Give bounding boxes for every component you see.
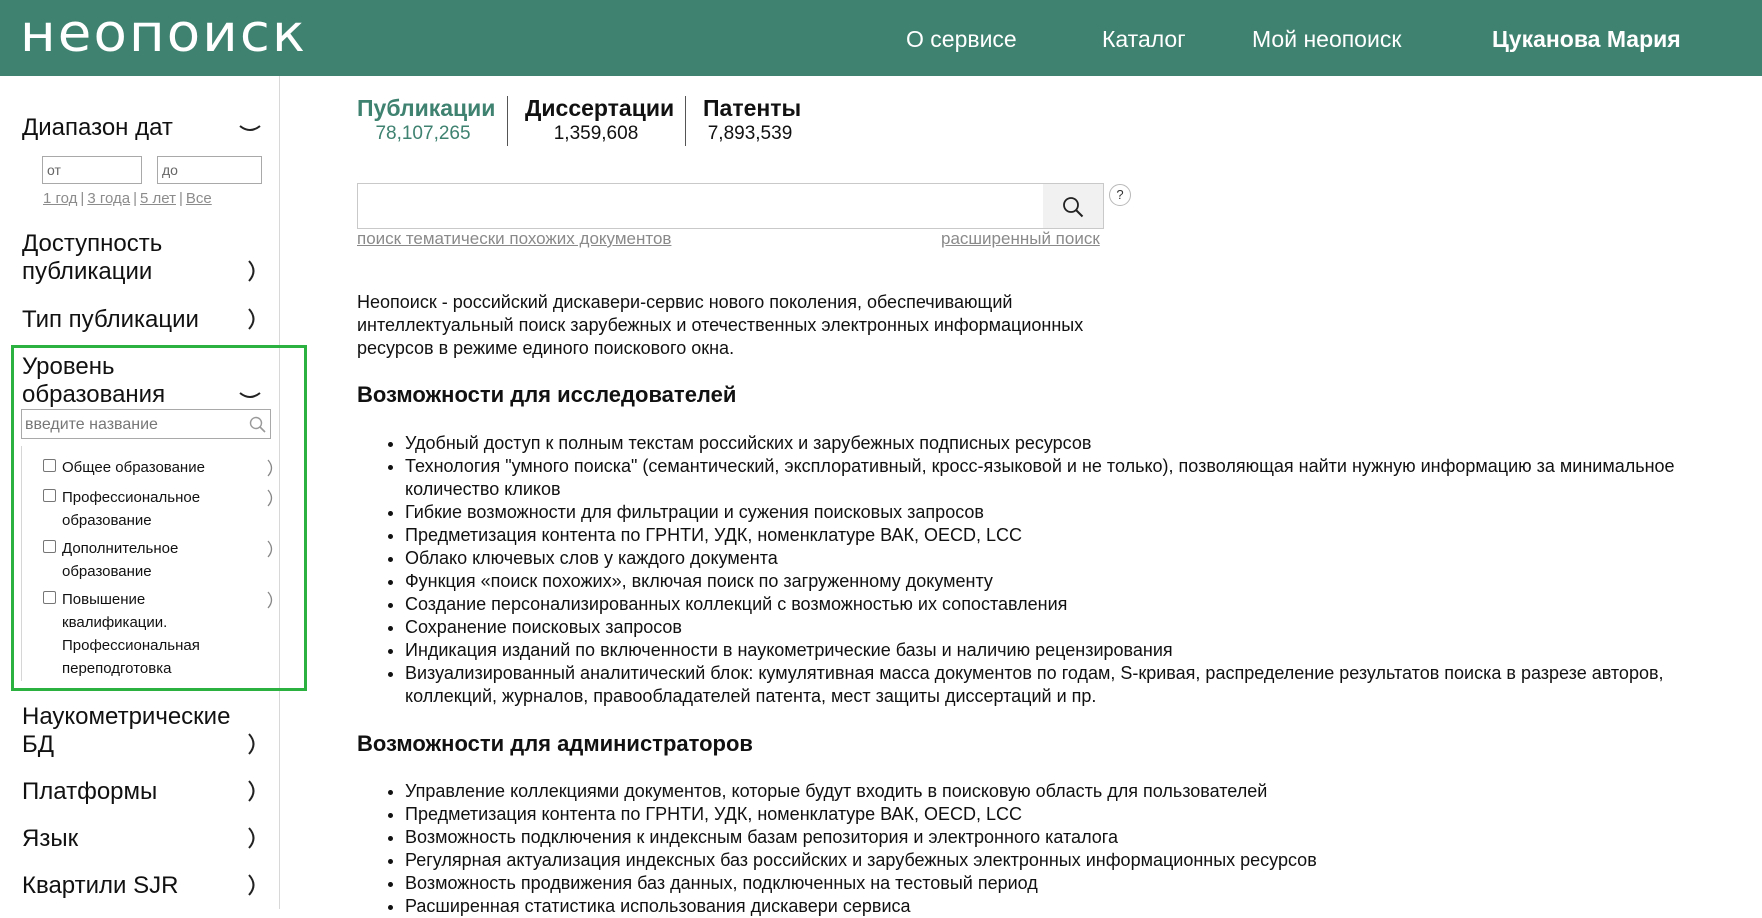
filter-availability[interactable]	[22, 230, 268, 286]
chevron-right-icon[interactable]	[265, 539, 277, 559]
chevron-right-icon[interactable]	[265, 590, 277, 610]
date-quick-links: 1 год | 3 года | 5 лет | Все	[43, 190, 212, 207]
tab-dissertations-count: 1,359,608	[553, 123, 639, 144]
date-1-year-link[interactable]: 1 год	[43, 190, 78, 207]
chevron-right-icon	[244, 258, 262, 284]
admins-heading: Возможности для администраторов	[357, 731, 753, 756]
chevron-right-icon[interactable]	[265, 488, 277, 508]
tab-patents-count: 7,893,539	[707, 123, 793, 144]
nav-catalog[interactable]: Каталог	[1102, 26, 1186, 52]
filter-education[interactable]	[22, 353, 268, 409]
chevron-down-icon	[238, 383, 262, 409]
tab-publications-label: Публикации	[357, 95, 496, 121]
tab-publications-count: 78,107,265	[375, 123, 471, 144]
education-search-input[interactable]: введите название	[21, 409, 271, 439]
top-header	[0, 0, 1762, 76]
list-item: • Индикация изданий по включенности в наукометрические базы и наличию рецензирования	[405, 639, 1745, 662]
filter-pub-type-title: Тип публикации	[22, 306, 199, 333]
date-5-years-link[interactable]: 5 лет	[140, 190, 176, 207]
filter-sjr[interactable]	[22, 872, 268, 900]
list-item: • Предметизация контента по ГРНТИ, УДК, номенклатуре ВАК, OECD, LCC	[405, 803, 1745, 826]
tab-dissertations-label: Диссертации	[525, 95, 675, 121]
tab-patents[interactable]	[703, 94, 802, 146]
filter-language[interactable]	[22, 825, 268, 853]
list-item: • Облако ключевых слов у каждого документа	[405, 547, 1745, 570]
help-button[interactable]: ?	[1109, 184, 1131, 206]
checkbox[interactable]	[43, 459, 56, 472]
chevron-right-icon[interactable]	[265, 458, 277, 478]
user-name-link[interactable]: Цуканова Мария	[1492, 26, 1681, 52]
advanced-search-link[interactable]: расширенный поиск	[941, 229, 1100, 248]
date-from-input[interactable]: от	[42, 156, 142, 184]
chevron-right-icon	[244, 306, 262, 332]
filter-platforms[interactable]	[22, 778, 268, 806]
filter-scientometric-title: Наукометрические БД	[22, 703, 231, 758]
filter-language-title: Язык	[22, 825, 79, 852]
list-item: • Гибкие возможности для фильтрации и сужения поисковых запросов	[405, 501, 1745, 524]
filter-scientometric[interactable]	[22, 703, 268, 759]
list-item: • Визуализированный аналитический блок: кумулятивная масса документов по годам, S-кривая, распределение результатов поиска в разрезе авторов, коллекций, журналов, правообладателей патента, мест защиты диссертаций и пр.	[405, 662, 1745, 708]
list-item: • Предметизация контента по ГРНТИ, УДК, номенклатуре ВАК, OECD, LCC	[405, 524, 1745, 547]
researchers-feature-list	[357, 432, 1745, 708]
admins-feature-list	[357, 780, 1745, 918]
list-item: • Технология "умного поиска" (семантический, эксплоративный, кросс-языковой и не только), позволяющая найти нужную информацию за минимальное количество кликов	[405, 455, 1745, 501]
education-option-label: Дополнительное образование	[62, 540, 179, 580]
similar-docs-link[interactable]: поиск тематически похожих документов	[357, 229, 672, 248]
filter-pub-type[interactable]	[22, 306, 268, 334]
checkbox[interactable]	[43, 540, 56, 553]
chevron-right-icon	[244, 872, 262, 898]
filter-date-range-title: Диапазон дат	[22, 114, 173, 141]
intro-text: Неопоиск - российский дискавери-сервис нового поколения, обеспечивающий интеллектуальный поиск зарубежных и отечественных электронных информационных ресурсов в режиме единого поискового окна.	[357, 292, 1084, 358]
filter-sjr-title: Квартили SJR	[22, 872, 179, 899]
filter-platforms-title: Платформы	[22, 778, 158, 805]
tab-patents-label: Патенты	[703, 95, 802, 121]
list-item: • Функция «поиск похожих», включая поиск по загруженному документу	[405, 570, 1745, 593]
chevron-down-icon	[238, 116, 262, 142]
checkbox[interactable]	[43, 489, 56, 502]
list-item: • Удобный доступ к полным текстам российских и зарубежных подписных ресурсов	[405, 432, 1745, 455]
list-item: • Создание персонализированных коллекций с возможностью их сопоставления	[405, 593, 1745, 616]
list-item: • Регулярная актуализация индексных баз российских и зарубежных электронных информационных ресурсов	[405, 849, 1745, 872]
tab-dissertations[interactable]	[525, 94, 675, 146]
checkbox[interactable]	[43, 591, 56, 604]
chevron-right-icon	[244, 825, 262, 851]
list-item: • Возможность подключения к индексным базам репозитория и электронного каталога	[405, 826, 1745, 849]
education-option-label: Повышение квалификации. Профессиональная переподготовка	[62, 591, 200, 677]
date-to-input[interactable]: до	[157, 156, 262, 184]
filter-education-title: Уровень образования	[22, 353, 166, 408]
date-3-years-link[interactable]: 3 года	[87, 190, 131, 207]
chevron-right-icon	[244, 778, 262, 804]
chevron-right-icon	[244, 731, 262, 757]
search-button[interactable]	[1043, 183, 1104, 229]
education-option-label: Профессиональное образование	[62, 489, 201, 529]
filter-availability-title: Доступность публикации	[22, 230, 163, 285]
researchers-heading: Возможности для исследователей	[357, 382, 737, 407]
date-all-link[interactable]: Все	[185, 190, 212, 207]
search-icon	[1062, 196, 1084, 218]
nav-about[interactable]: О сервисе	[906, 26, 1017, 52]
list-item: • Управление коллекциями документов, которые будут входить в поисковую область для пользователей	[405, 780, 1745, 803]
list-item: • Возможность продвижения баз данных, подключенных на тестовый период	[405, 872, 1745, 895]
list-item: • Сохранение поисковых запросов	[405, 616, 1745, 639]
logo[interactable]: неопоиск	[20, 4, 308, 64]
filter-date-range[interactable]	[22, 114, 268, 142]
nav-my-neopoisk[interactable]: Мой неопоиск	[1252, 26, 1402, 52]
tab-divider	[507, 96, 508, 146]
tab-divider	[685, 96, 686, 146]
education-option-label: Общее образование	[62, 459, 205, 476]
tab-publications[interactable]	[357, 94, 496, 146]
main-search-input[interactable]	[357, 183, 1045, 229]
search-icon[interactable]	[249, 416, 266, 433]
list-item: • Расширенная статистика использования дискавери сервиса	[405, 895, 1745, 918]
